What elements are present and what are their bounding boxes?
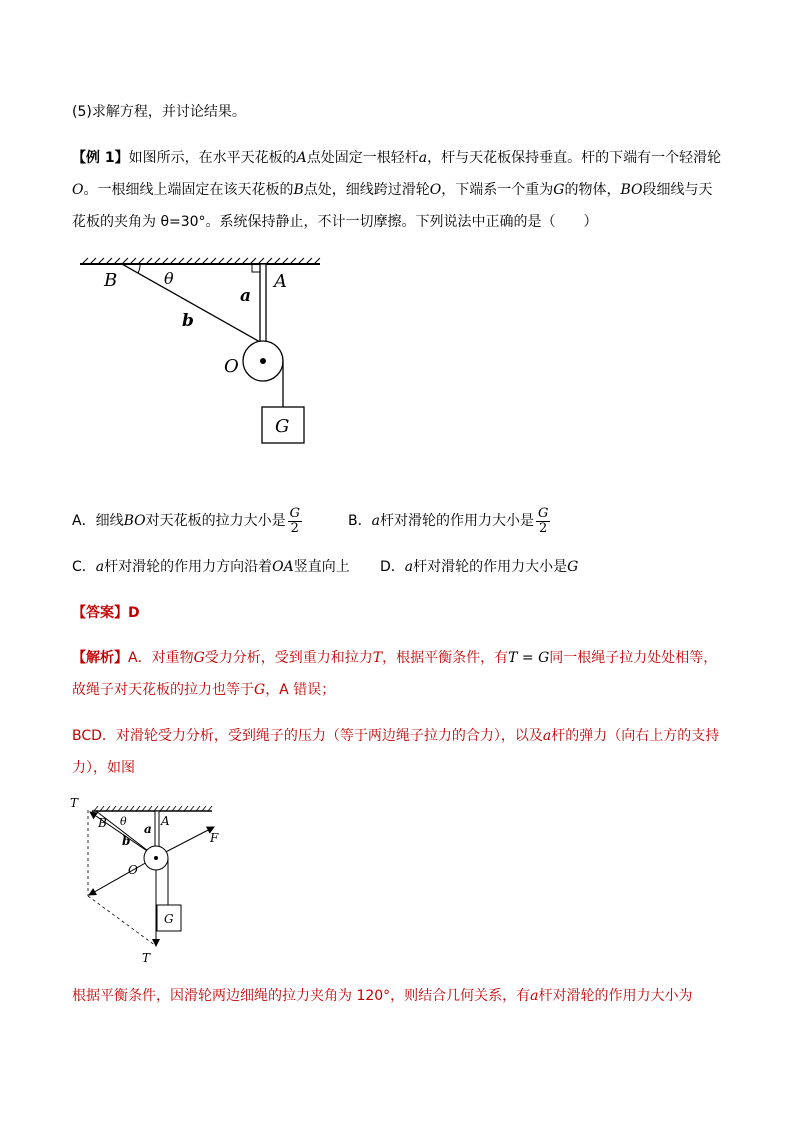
fraction-g-over-2: $\frac{G}{2}$ <box>289 505 300 536</box>
label-t-bottom: T <box>142 951 151 965</box>
option-d: D．a杆对滑轮的作用力大小是G <box>380 559 579 575</box>
label-o-small: O <box>128 863 138 877</box>
example-line-1: 【例 1】如图所示，在水平天花板的A点处固定一根轻杆a，杆与天花板保持垂直。杆的下端有一个轻滑轮 <box>72 150 722 166</box>
option-c: C．a杆对滑轮的作用力方向沿着OA竖直向上 <box>72 559 350 575</box>
step-5-text: (5)求解方程，并讨论结果。 <box>72 104 246 120</box>
option-a: A．细线BO对天花板的拉力大小是 $\frac{G}{2}$ <box>72 505 300 536</box>
analysis-line-3: BCD．对滑轮受力分析，受到绳子的压力（等于两边绳子拉力的合力），以及a杆的弹力（向右上方的支持 <box>72 728 720 744</box>
label-b-string-small: b <box>122 834 131 848</box>
pulley-axle-small <box>154 856 158 860</box>
analysis-line-2: 故绳子对天花板的拉力也等于G，A 错误； <box>72 682 336 698</box>
analysis-line-1: 【解析】A．对重物G受力分析，受到重力和拉力T，根据平衡条件，有T = G同一根绳子拉力处处相等， <box>72 650 718 666</box>
analysis-line-5: 根据平衡条件，因滑轮两边细绳的拉力夹角为 120°，则结合几何关系，有a杆对滑轮的作用力大小为 <box>72 988 693 1004</box>
label-theta: θ <box>164 269 174 288</box>
answer-value: D <box>128 605 140 621</box>
example-tag: 【例 1】 <box>72 150 129 166</box>
label-f: F <box>210 831 219 845</box>
analysis-line-4: 力），如图 <box>72 760 135 776</box>
fraction-g-over-2: $\frac{G}{2}$ <box>537 505 549 536</box>
example-line-3: 花板的夹角为 θ=30°。系统保持静止，不计一切摩擦。下列说法中正确的是（ ） <box>72 214 598 230</box>
label-a-point-small: A <box>161 814 170 828</box>
option-b: B．a杆对滑轮的作用力大小是 $\frac{G}{2}$ <box>348 505 549 536</box>
pulley-figure <box>70 250 330 480</box>
theta-arc <box>138 264 140 273</box>
label-theta-small: θ <box>120 815 127 828</box>
label-g: G <box>275 416 290 437</box>
label-b-small: B <box>98 816 107 830</box>
answer-line: 【答案】D <box>72 605 140 621</box>
label-g-small: G <box>164 912 174 926</box>
label-t-top: T <box>70 796 79 810</box>
label-a-point: A <box>274 271 287 292</box>
dashed-diagonal <box>88 896 156 946</box>
example-line-2: O。一根细线上端固定在该天花板的B点处，细线跨过滑轮O，下端系一个重为G的物体，BO段细线与天 <box>72 182 713 198</box>
right-angle-mark <box>252 264 260 272</box>
equation-t-eq-g: T = G <box>508 650 550 666</box>
pulley-axle <box>260 358 266 364</box>
label-a-rod-small: a <box>144 822 152 836</box>
ceiling <box>80 258 320 264</box>
force-diagram <box>60 792 240 967</box>
label-b: B <box>104 270 118 291</box>
label-a-rod: a <box>240 286 252 306</box>
ceiling-small <box>92 806 212 811</box>
label-o: O <box>224 356 239 377</box>
label-b-string: b <box>182 311 194 331</box>
